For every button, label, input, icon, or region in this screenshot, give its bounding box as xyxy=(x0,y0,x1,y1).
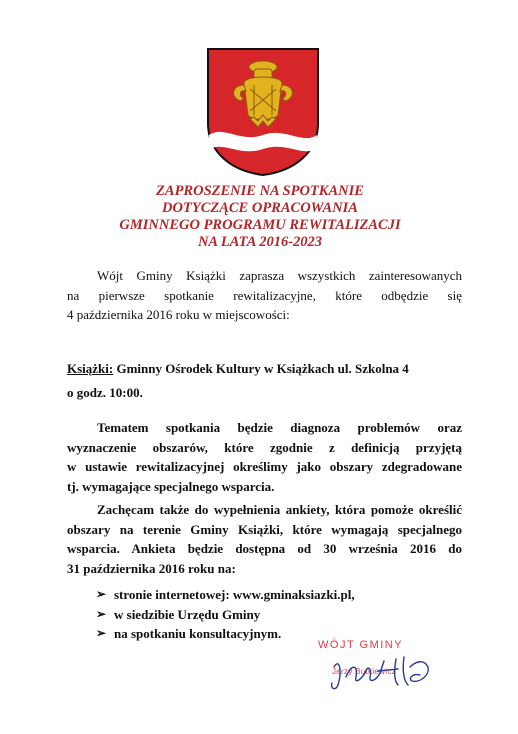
intro-line-3: 4 października 2016 roku w miejscowości: xyxy=(67,307,290,322)
title-line-4: NA LATA 2016-2023 xyxy=(197,234,323,250)
meeting-location xyxy=(67,359,462,402)
list-item xyxy=(96,605,355,625)
arrow-bullet-icon: ➢ xyxy=(96,626,107,640)
topic-line-4: tj. wymagające specjalnego wsparcia. xyxy=(67,478,275,494)
survey-line-2: obszary na terenie Gminy Książki, które wymagają specjalnego xyxy=(67,521,462,537)
topic-line-3: w ustawie rewitalizacyjnej określimy jako obszary zdegradowane xyxy=(67,459,462,474)
survey-locations-list xyxy=(96,585,355,644)
arrow-bullet-icon: ➢ xyxy=(96,587,107,601)
topic-line-1: Tematem spotkania będzie diagnoza problemów oraz xyxy=(97,420,462,435)
list-item-text: stronie internetowej: www.gminaksiazki.pl, xyxy=(114,587,355,602)
intro-line-2: na pierwsze spotkanie rewitalizacyjne, które odbędzie się xyxy=(67,287,462,303)
location-address: Gminny Ośrodek Kultury w Książkach ul. Szkolna 4 xyxy=(113,361,409,376)
invitation-title xyxy=(60,183,460,251)
survey-line-4: 31 października 2016 roku na: xyxy=(67,560,236,576)
list-item-text: w siedzibie Urzędu Gminy xyxy=(114,606,261,622)
title-line-2: DOTYCZĄCE OPRACOWANIA xyxy=(162,200,358,216)
title-line-1: ZAPROSZENIE NA SPOTKANIE xyxy=(156,183,364,199)
survey-line-1: Zachęcam także do wypełnienia ankiety, która pomoże określić xyxy=(97,502,462,517)
arrow-bullet-icon: ➢ xyxy=(96,606,107,621)
intro-line-1: Wójt Gminy Książki zaprasza wszystkich zainteresowanych xyxy=(97,268,462,283)
list-item xyxy=(96,585,355,605)
intro-paragraph xyxy=(67,266,462,325)
topic-paragraph xyxy=(67,418,462,496)
topic-line-2: wyznaczenie obszarów, które zgodnie z definicją przyjętą xyxy=(67,439,462,455)
handwritten-signature xyxy=(312,637,442,697)
meeting-time: o godz. 10:00. xyxy=(67,384,143,400)
list-item-text: na spotkaniu konsultacyjnym. xyxy=(114,626,282,641)
location-place: Książki: xyxy=(67,361,114,376)
coat-of-arms-crest xyxy=(204,45,322,177)
title-line-3: GMINNEGO PROGRAMU REWITALIZACJI xyxy=(119,217,401,233)
survey-line-3: wsparcia. Ankieta będzie dostępna od 30 września 2016 do xyxy=(67,541,462,556)
official-stamp xyxy=(312,637,442,697)
stamp-name: Jerzy Butkiewicz xyxy=(332,667,396,676)
stamp-header: WÓJT GMINY xyxy=(318,639,404,651)
survey-paragraph xyxy=(67,500,462,578)
